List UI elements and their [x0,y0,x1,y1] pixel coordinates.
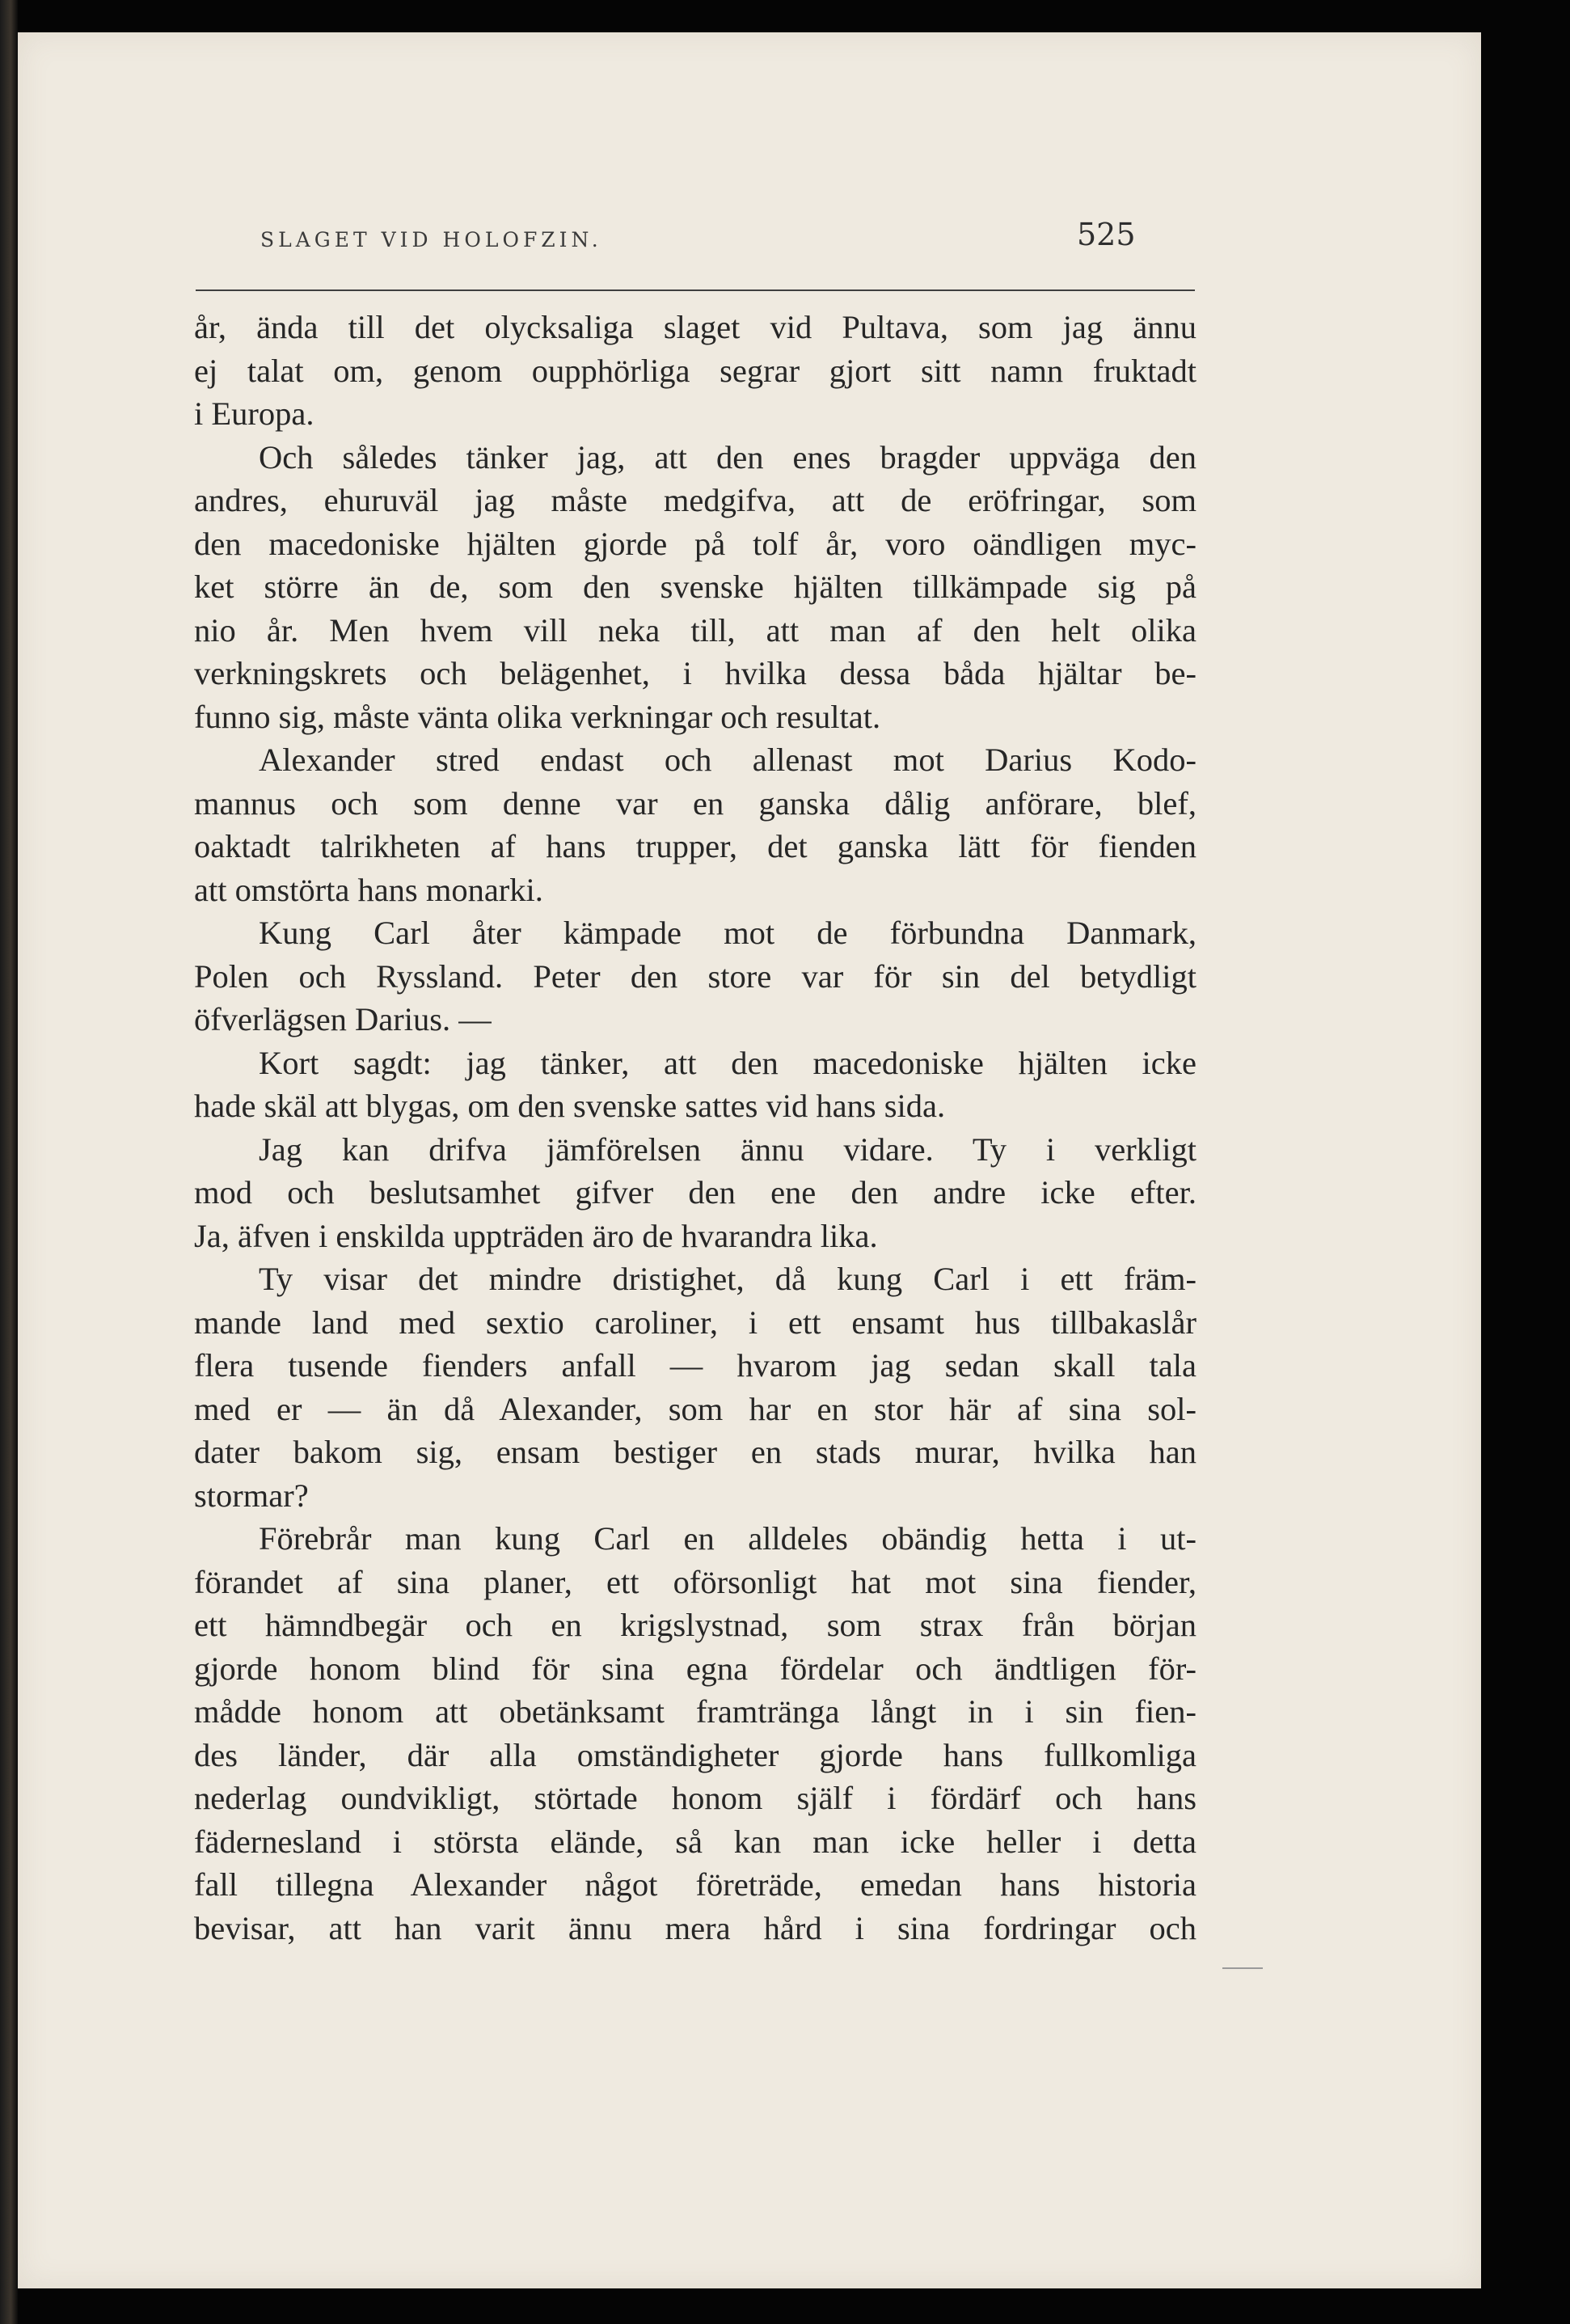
text-line: Kort sagdt: jag tänker, att den macedoniske hjälten icke [259,1044,1196,1081]
text-line: att omstörta hans monarki. [194,871,543,908]
body-text [194,306,1196,1950]
text-line: oaktadt talrikheten af hans trupper, det ganska lätt för fienden [194,828,1196,864]
text-line: ket större än de, som den svenske hjälten tillkämpade sig på [194,568,1196,605]
text-line: mod och beslutsamhet gifver den ene den andre icke efter. [194,1174,1196,1211]
text-line: stormar? [194,1477,309,1514]
text-line: des länder, där alla omständigheter gjorde hans fullkomliga [194,1736,1196,1773]
text-line: gjorde honom blind för sina egna fördelar och ändtligen för- [194,1650,1196,1687]
text-line: Jag kan drifva jämförelsen ännu vidare. Ty i verkligt [259,1130,1196,1168]
text-line: ett hämndbegär och en krigslystnad, som strax från början [194,1607,1196,1643]
text-line: Ja, äfven i enskilda uppträden äro de hvarandra lika. [194,1217,878,1254]
text-line: öfverlägsen Darius. — [194,1001,492,1037]
running-title: SLAGET VID HOLOFZIN. [260,228,602,251]
text-line: i Europa. [194,395,314,432]
text-line: flera tusende fienders anfall — hvarom jag sedan skall tala [194,1347,1196,1384]
text-line: mådde honom att obetänksamt framtränga långt in i sin fien- [194,1693,1196,1730]
text-line: med er — än då Alexander, som har en stor här af sina sol- [194,1390,1196,1427]
text-line: Förebrår man kung Carl en alldeles obändig hetta i ut- [259,1520,1196,1557]
text-line: dater bakom sig, ensam bestiger en stads murar, hvilka han [194,1434,1196,1470]
running-head [236,217,1206,265]
text-line: verkningskrets och belägenhet, i hvilka dessa båda hjältar be- [194,655,1196,691]
text-line: bevisar, att han varit ännu mera hård i sina fordringar och [194,1909,1196,1946]
text-line: Och således tänker jag, att den enes bragder uppväga den [259,438,1196,475]
text-line: Polen och Ryssland. Peter den store var för sin del betydligt [194,957,1196,995]
bottom-rule [1222,1967,1263,1969]
text-line: den macedoniske hjälten gjorde på tolf år, voro oändligen myc- [194,525,1196,562]
text-line: Ty visar det mindre dristighet, då kung Carl i ett främ- [259,1261,1196,1297]
text-line: mande land med sextio caroliner, i ett ensamt hus tillbakaslår [194,1304,1196,1341]
text-line: år, ända till det olycksaliga slaget vid Pultava, som jag ännu [194,309,1196,345]
text-line: fädernesland i största elände, så kan man icke heller i detta [194,1823,1196,1860]
text-line: hade skäl att blygas, om den svenske sattes vid hans sida. [194,1088,946,1124]
text-line: mannus och som denne var en ganska dålig anförare, blef, [194,784,1196,822]
text-line: Kung Carl åter kämpade mot de förbundna Danmark, [259,915,1196,951]
header-rule [196,289,1195,291]
text-line: funno sig, måste vänta olika verkningar och resultat. [194,698,881,735]
text-line: ej talat om, genom oupphörliga segrar gjort sitt namn fruktadt [194,352,1196,389]
text-line: andres, ehuruväl jag måste medgifva, att de eröfringar, som [194,482,1196,518]
adjacent-page-edge [0,0,18,2324]
text-line: Alexander stred endast och allenast mot Darius Kodo- [259,742,1196,778]
page-number: 525 [1077,217,1136,252]
text-line: förandet af sina planer, ett oförsonligt hat mot sina fiender, [194,1563,1196,1600]
text-line: nederlag oundvikligt, störtade honom själf i fördärf och hans [194,1780,1196,1816]
text-line: nio år. Men hvem vill neka till, att man af den helt olika [194,611,1196,649]
text-line: fall tillegna Alexander något företräde, emedan hans historia [194,1866,1196,1903]
